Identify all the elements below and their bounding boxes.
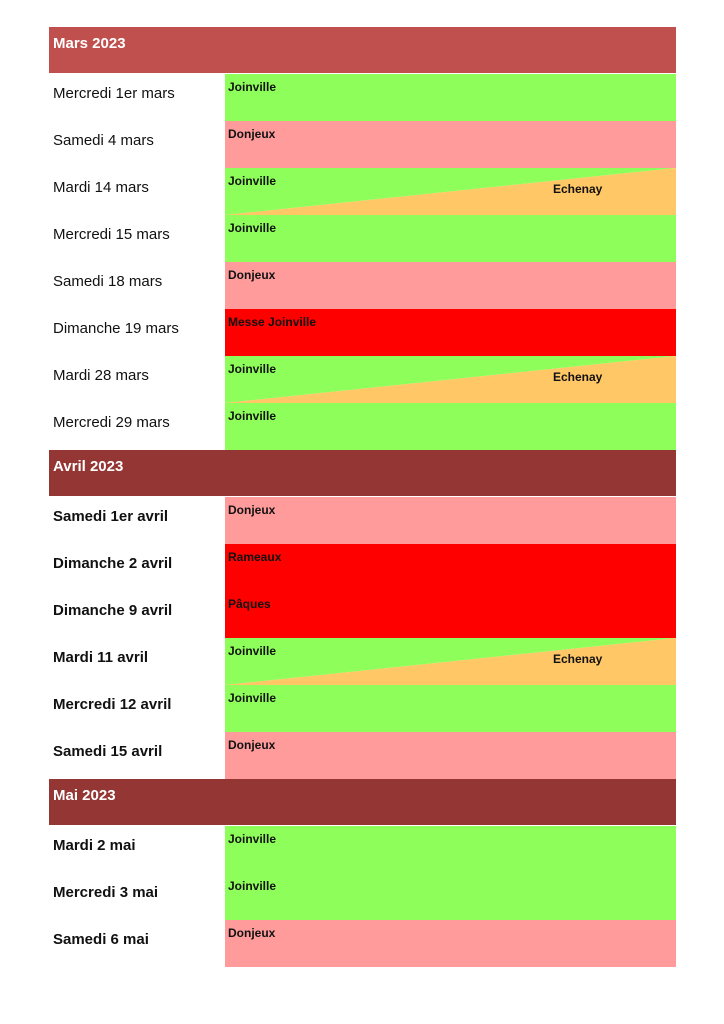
event-label: Joinville [228, 879, 277, 893]
event-cell [225, 826, 676, 873]
row-date: Samedi 4 mars [53, 132, 154, 149]
schedule-row [49, 403, 676, 450]
schedule-row [49, 591, 676, 638]
schedule-row [49, 497, 676, 544]
event-cell [225, 74, 676, 121]
event-cell [225, 215, 676, 262]
event-cell [225, 873, 676, 920]
schedule-row [49, 826, 676, 873]
month-header: Mai 2023 [49, 779, 676, 825]
schedule-row [49, 262, 676, 309]
schedule-row [49, 685, 676, 732]
event-cell [225, 920, 676, 967]
event-label: Joinville [228, 80, 277, 94]
event-label: Donjeux [228, 503, 276, 517]
split-cell-graphic [225, 168, 676, 215]
event-label: Messe Joinville [228, 315, 317, 329]
event-label: Donjeux [228, 127, 276, 141]
event-label: Rameaux [228, 550, 282, 564]
event-cell [225, 356, 676, 403]
event-cell [225, 732, 676, 779]
event-label: Pâques [228, 597, 271, 611]
row-date: Dimanche 19 mars [53, 320, 179, 337]
row-date: Mercredi 15 mars [53, 226, 170, 243]
schedule-row [49, 309, 676, 356]
schedule-row [49, 356, 676, 403]
schedule-row [49, 544, 676, 591]
schedule-row [49, 873, 676, 920]
schedule-row [49, 920, 676, 967]
event-label-secondary: Echenay [553, 370, 603, 384]
schedule-row [49, 121, 676, 168]
month-header: Avril 2023 [49, 450, 676, 496]
row-date: Mercredi 1er mars [53, 85, 175, 102]
row-date: Mardi 11 avril [53, 649, 149, 666]
schedule-row [49, 732, 676, 779]
row-date: Samedi 18 mars [53, 273, 163, 290]
row-date: Dimanche 2 avril [53, 555, 173, 572]
row-date: Mercredi 3 mai [53, 884, 159, 901]
event-cell [225, 497, 676, 544]
month-header: Mars 2023 [49, 27, 676, 73]
row-date: Samedi 6 mai [53, 931, 149, 948]
event-cell [225, 262, 676, 309]
event-cell [225, 685, 676, 732]
event-label: Joinville [228, 691, 277, 705]
row-date: Mercredi 12 avril [53, 696, 172, 713]
event-label: Joinville [228, 221, 277, 235]
event-cell [225, 168, 676, 215]
event-label: Joinville [228, 644, 277, 658]
row-date: Mardi 2 mai [53, 837, 136, 854]
schedule-row [49, 74, 676, 121]
event-cell [225, 544, 676, 591]
event-cell [225, 638, 676, 685]
event-label-secondary: Echenay [553, 652, 603, 666]
row-date: Samedi 15 avril [53, 743, 163, 760]
event-label: Joinville [228, 174, 277, 188]
event-cell [225, 591, 676, 638]
split-cell-graphic [225, 356, 676, 403]
event-label: Donjeux [228, 738, 276, 752]
row-date: Samedi 1er avril [53, 508, 169, 525]
event-label-secondary: Echenay [553, 182, 603, 196]
event-label: Donjeux [228, 268, 276, 282]
schedule-row [49, 168, 676, 215]
event-label: Joinville [228, 409, 277, 423]
schedule-row [49, 638, 676, 685]
row-date: Dimanche 9 avril [53, 602, 173, 619]
event-label: Joinville [228, 832, 277, 846]
event-label: Joinville [228, 362, 277, 376]
split-cell-graphic [225, 638, 676, 685]
row-date: Mercredi 29 mars [53, 414, 170, 431]
event-label: Donjeux [228, 926, 276, 940]
event-cell [225, 121, 676, 168]
row-date: Mardi 28 mars [53, 367, 149, 384]
row-date: Mardi 14 mars [53, 179, 149, 196]
schedule-row [49, 215, 676, 262]
event-cell [225, 309, 676, 356]
event-cell [225, 403, 676, 450]
